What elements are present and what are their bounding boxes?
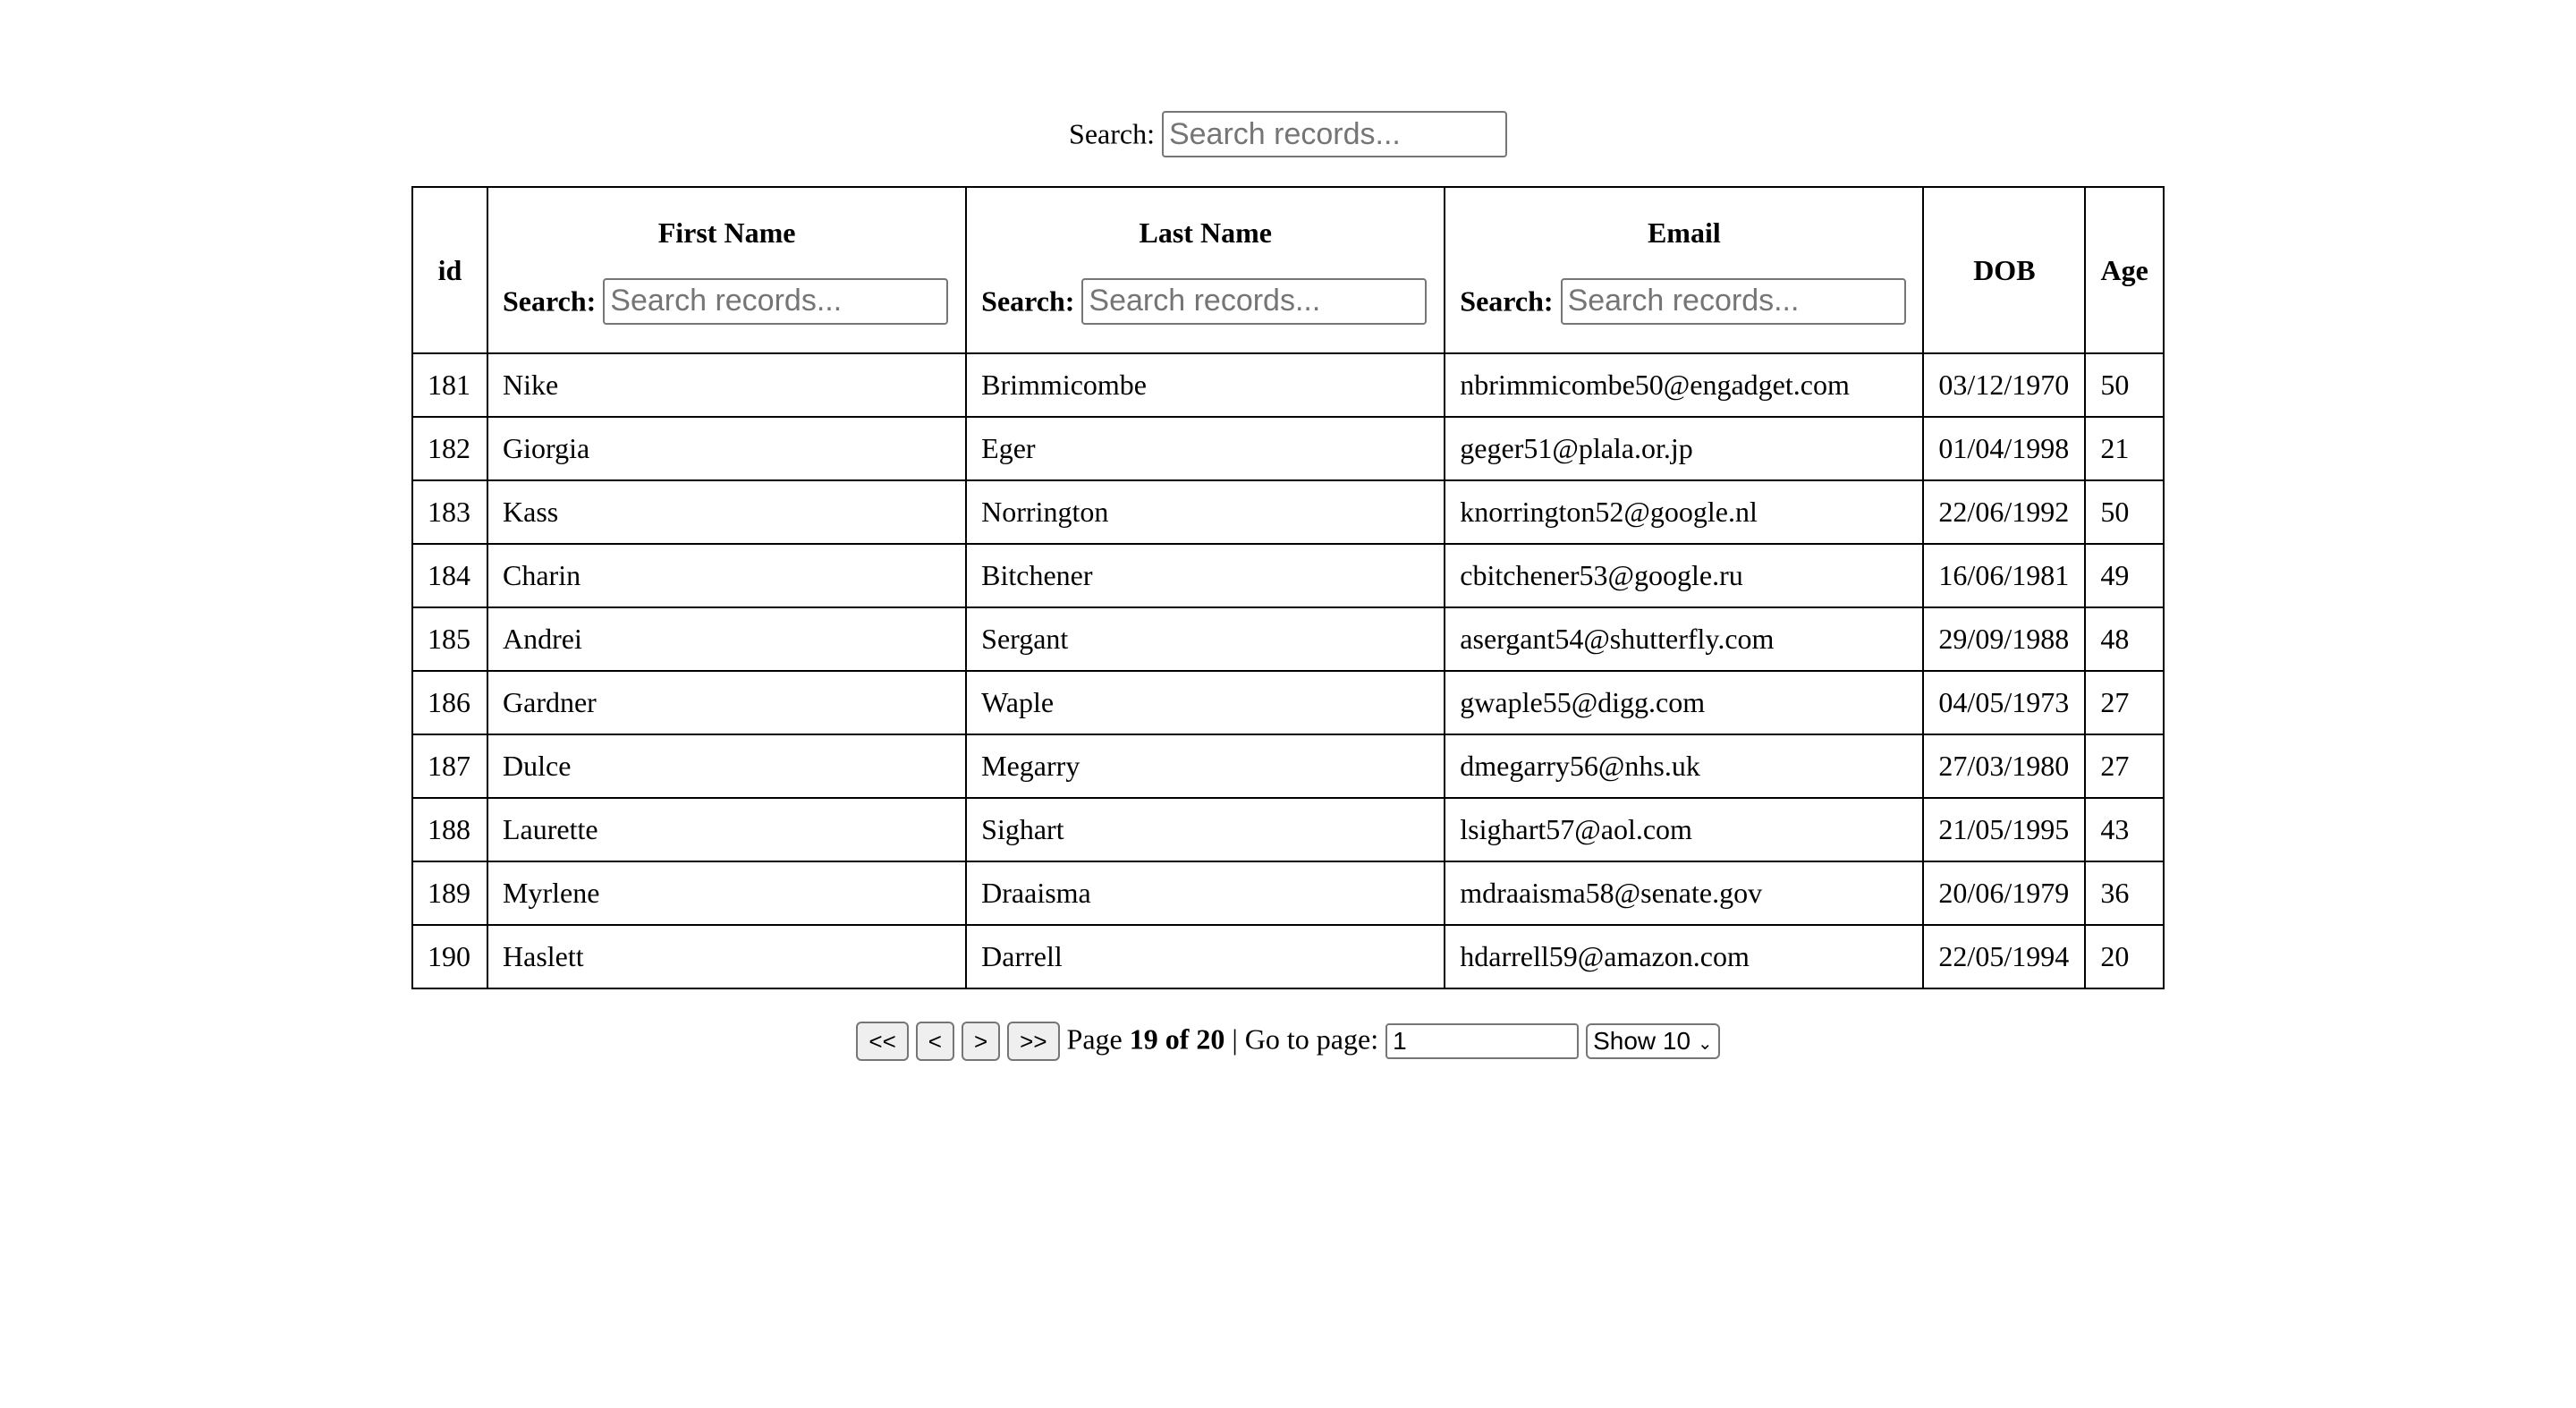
cell-email: gwaple55@digg.com — [1445, 671, 1923, 734]
cell-first-name: Giorgia — [487, 417, 966, 480]
cell-email: asergant54@shutterfly.com — [1445, 607, 1923, 671]
header-label: DOB — [1973, 253, 2036, 286]
header-id[interactable] — [412, 187, 487, 353]
cell-last-name: Megarry — [966, 734, 1445, 798]
cell-last-name: Darrell — [966, 925, 1445, 988]
cell-first-name: Gardner — [487, 671, 966, 734]
cell-first-name: Nike — [487, 353, 966, 417]
pagination — [0, 1022, 2576, 1061]
table-row — [412, 353, 2164, 417]
cell-id: 185 — [412, 607, 487, 671]
table-row — [412, 861, 2164, 925]
cell-first-name: Kass — [487, 480, 966, 544]
cell-id: 183 — [412, 480, 487, 544]
cell-dob: 20/06/1979 — [1923, 861, 2085, 925]
cell-id: 188 — [412, 798, 487, 861]
records-table — [411, 186, 2165, 989]
last-page-button[interactable]: >> — [1007, 1022, 1059, 1061]
cell-id: 184 — [412, 544, 487, 607]
goto-page-input[interactable] — [1385, 1023, 1579, 1059]
cell-last-name: Draaisma — [966, 861, 1445, 925]
cell-email: nbrimmicombe50@engadget.com — [1445, 353, 1923, 417]
cell-id: 181 — [412, 353, 487, 417]
next-page-button[interactable]: > — [962, 1022, 1000, 1061]
cell-first-name: Myrlene — [487, 861, 966, 925]
header-last-name[interactable] — [966, 187, 1445, 353]
cell-id: 189 — [412, 861, 487, 925]
global-search-label: Search: — [1069, 117, 1155, 150]
cell-email: lsighart57@aol.com — [1445, 798, 1923, 861]
cell-age: 27 — [2085, 734, 2164, 798]
cell-dob: 04/05/1973 — [1923, 671, 2085, 734]
cell-dob: 03/12/1970 — [1923, 353, 2085, 417]
cell-first-name: Andrei — [487, 607, 966, 671]
cell-age: 21 — [2085, 417, 2164, 480]
cell-dob: 16/06/1981 — [1923, 544, 2085, 607]
global-search — [0, 111, 2576, 157]
table-row — [412, 671, 2164, 734]
cell-age: 27 — [2085, 671, 2164, 734]
header-label: First Name — [657, 216, 796, 249]
page-size-value: Show 10 — [1593, 1026, 1691, 1055]
cell-age: 49 — [2085, 544, 2164, 607]
last-name-search-input[interactable] — [1081, 278, 1427, 325]
page-size-select[interactable] — [1586, 1023, 1720, 1059]
cell-age: 50 — [2085, 353, 2164, 417]
cell-first-name: Dulce — [487, 734, 966, 798]
chevron-down-icon: ⌄ — [1697, 1033, 1713, 1054]
table-row — [412, 417, 2164, 480]
cell-last-name: Sighart — [966, 798, 1445, 861]
table-row — [412, 544, 2164, 607]
header-label: Email — [1647, 216, 1721, 249]
cell-id: 182 — [412, 417, 487, 480]
cell-email: dmegarry56@nhs.uk — [1445, 734, 1923, 798]
prev-page-button[interactable]: < — [916, 1022, 954, 1061]
header-dob[interactable] — [1923, 187, 2085, 353]
page-status: 19 of 20 — [1129, 1022, 1225, 1056]
cell-dob: 21/05/1995 — [1923, 798, 2085, 861]
header-age[interactable] — [2085, 187, 2164, 353]
first-page-button[interactable]: << — [856, 1022, 908, 1061]
filter-label: Search: — [503, 284, 597, 317]
cell-last-name: Bitchener — [966, 544, 1445, 607]
cell-last-name: Eger — [966, 417, 1445, 480]
cell-age: 20 — [2085, 925, 2164, 988]
cell-age: 43 — [2085, 798, 2164, 861]
filter-label: Search: — [1460, 284, 1554, 317]
cell-email: mdraaisma58@senate.gov — [1445, 861, 1923, 925]
table-row — [412, 798, 2164, 861]
cell-age: 50 — [2085, 480, 2164, 544]
cell-email: cbitchener53@google.ru — [1445, 544, 1923, 607]
goto-label: | Go to page: — [1232, 1022, 1379, 1056]
cell-age: 36 — [2085, 861, 2164, 925]
cell-dob: 01/04/1998 — [1923, 417, 2085, 480]
cell-email: hdarrell59@amazon.com — [1445, 925, 1923, 988]
cell-first-name: Laurette — [487, 798, 966, 861]
header-label: Last Name — [1139, 216, 1272, 249]
cell-email: knorrington52@google.nl — [1445, 480, 1923, 544]
cell-dob: 27/03/1980 — [1923, 734, 2085, 798]
header-row — [412, 187, 2164, 353]
filter-label: Search: — [981, 284, 1075, 317]
global-search-input[interactable] — [1162, 111, 1507, 157]
first-name-search-input[interactable] — [603, 278, 948, 325]
table-row — [412, 734, 2164, 798]
cell-email: geger51@plala.or.jp — [1445, 417, 1923, 480]
table-row — [412, 925, 2164, 988]
cell-last-name: Sergant — [966, 607, 1445, 671]
cell-first-name: Haslett — [487, 925, 966, 988]
table-row — [412, 607, 2164, 671]
email-search-input[interactable] — [1561, 278, 1906, 325]
cell-age: 48 — [2085, 607, 2164, 671]
cell-dob: 29/09/1988 — [1923, 607, 2085, 671]
cell-id: 186 — [412, 671, 487, 734]
header-label: id — [437, 253, 462, 286]
cell-last-name: Norrington — [966, 480, 1445, 544]
cell-first-name: Charin — [487, 544, 966, 607]
header-first-name[interactable] — [487, 187, 966, 353]
cell-id: 190 — [412, 925, 487, 988]
header-email[interactable] — [1445, 187, 1923, 353]
table-row — [412, 480, 2164, 544]
header-label: Age — [2100, 253, 2148, 286]
cell-id: 187 — [412, 734, 487, 798]
cell-dob: 22/06/1992 — [1923, 480, 2085, 544]
cell-last-name: Waple — [966, 671, 1445, 734]
cell-last-name: Brimmicombe — [966, 353, 1445, 417]
page-prefix: Page — [1066, 1022, 1123, 1056]
cell-dob: 22/05/1994 — [1923, 925, 2085, 988]
